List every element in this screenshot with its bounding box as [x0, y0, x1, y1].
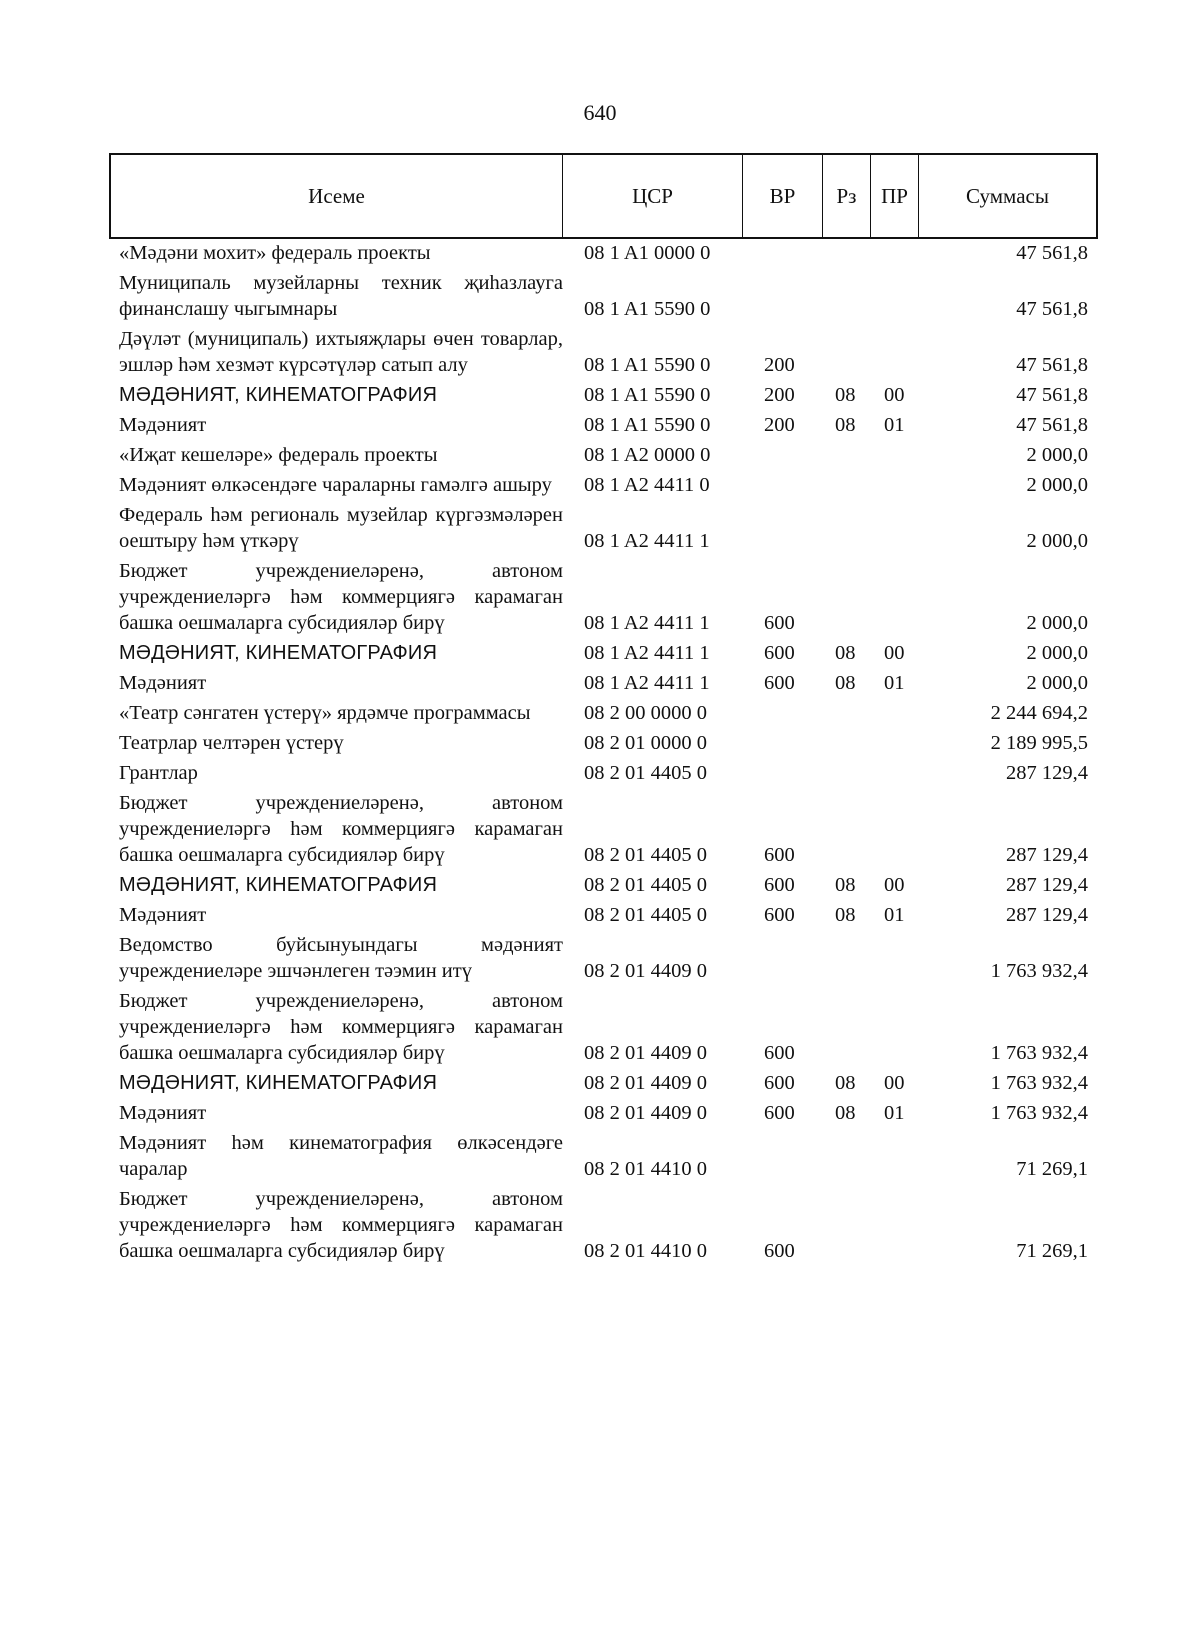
row-name: Муниципаль музейларны техник җиһазлауга финанслашу чыгымнары	[119, 272, 563, 320]
row-rz: 08	[835, 874, 856, 896]
row-vr: 600	[764, 612, 795, 634]
row-csr: 08 2 01 4410 0	[584, 1158, 707, 1180]
row-rz: 08	[835, 384, 856, 406]
row-csr: 08 2 01 4405 0	[584, 904, 707, 926]
row-sum: 2 189 995,5	[990, 732, 1088, 754]
row-name: Бюджет учреждениеләренә, автоном учреждениеләргә һәм коммерциягә карамаган башка оешмаларга субсидияләр бирү	[119, 990, 563, 1064]
row-csr: 08 1 A1 5590 0	[584, 414, 711, 436]
row-sum: 1 763 932,4	[990, 1102, 1088, 1124]
header-pr: ПР	[871, 155, 919, 237]
row-sum: 287 129,4	[1006, 874, 1088, 896]
row-sum: 47 561,8	[1016, 384, 1088, 406]
table-row	[109, 1070, 1098, 1096]
row-csr: 08 1 A2 4411 0	[584, 474, 710, 496]
row-sum: 2 000,0	[1026, 444, 1088, 466]
row-csr: 08 2 00 0000 0	[584, 702, 707, 724]
row-name: Мәдәният	[119, 904, 207, 926]
row-csr: 08 2 01 4405 0	[584, 762, 707, 784]
row-rz: 08	[835, 414, 856, 436]
row-sum: 2 000,0	[1026, 612, 1088, 634]
row-vr: 200	[764, 354, 795, 376]
row-csr: 08 1 A2 0000 0	[584, 444, 711, 466]
row-rz: 08	[835, 672, 856, 694]
row-vr: 600	[764, 844, 795, 866]
row-csr: 08 2 01 4409 0	[584, 1042, 707, 1064]
table-row	[109, 988, 1098, 1066]
table-row	[109, 790, 1098, 868]
row-sum: 71 269,1	[1016, 1240, 1088, 1262]
row-rz: 08	[835, 642, 856, 664]
row-vr: 200	[764, 414, 795, 436]
row-pr: 00	[884, 1072, 905, 1094]
row-name: «Мәдәни мохит» федераль проекты	[119, 242, 431, 264]
row-csr: 08 1 A1 0000 0	[584, 242, 711, 264]
table-row	[109, 472, 1098, 498]
row-name: МӘДӘНИЯТ, КИНЕМАТОГРАФИЯ	[119, 642, 438, 664]
row-vr: 600	[764, 642, 795, 664]
row-csr: 08 2 01 4409 0	[584, 1102, 707, 1124]
table-row	[109, 760, 1098, 786]
row-csr: 08 1 A2 4411 1	[584, 530, 710, 552]
row-name: МӘДӘНИЯТ, КИНЕМАТОГРАФИЯ	[119, 384, 438, 406]
table-row	[109, 326, 1098, 378]
table-row	[109, 640, 1098, 666]
row-sum: 2 244 694,2	[990, 702, 1088, 724]
row-sum: 47 561,8	[1016, 298, 1088, 320]
table-row	[109, 932, 1098, 984]
row-name: Бюджет учреждениеләренә, автоном учреждениеләргә һәм коммерциягә карамаган башка оешмаларга субсидияләр бирү	[119, 792, 563, 866]
row-pr: 00	[884, 384, 905, 406]
table-row	[109, 240, 1098, 266]
header-csr: ЦСР	[563, 155, 743, 237]
table-row	[109, 382, 1098, 408]
row-sum: 2 000,0	[1026, 672, 1088, 694]
row-name: Театрлар челтәрен үстерү	[119, 732, 344, 754]
table-row	[109, 442, 1098, 468]
row-pr: 00	[884, 874, 905, 896]
row-sum: 47 561,8	[1016, 354, 1088, 376]
row-sum: 47 561,8	[1016, 414, 1088, 436]
page-number: 640	[583, 100, 617, 125]
row-csr: 08 2 01 4410 0	[584, 1240, 707, 1262]
row-vr: 600	[764, 1072, 795, 1094]
table-row	[109, 1130, 1098, 1182]
row-name: Мәдәният	[119, 414, 207, 436]
row-name: Мәдәният	[119, 672, 207, 694]
row-name: «Театр сәнгатен үстерү» ярдәмче программасы	[119, 702, 531, 724]
row-csr: 08 1 A1 5590 0	[584, 298, 711, 320]
row-csr: 08 1 A1 5590 0	[584, 384, 711, 406]
row-rz: 08	[835, 1072, 856, 1094]
table-row	[109, 558, 1098, 636]
row-name: «Иҗат кешеләре» федераль проекты	[119, 444, 438, 466]
row-csr: 08 2 01 4409 0	[584, 960, 707, 982]
row-rz: 08	[835, 1102, 856, 1124]
row-pr: 01	[884, 1102, 905, 1124]
row-pr: 01	[884, 904, 905, 926]
table-row	[109, 700, 1098, 726]
row-csr: 08 1 A1 5590 0	[584, 354, 711, 376]
row-csr: 08 1 A2 4411 1	[584, 612, 710, 634]
row-csr: 08 2 01 4405 0	[584, 844, 707, 866]
row-vr: 600	[764, 1240, 795, 1262]
row-name: Дәүләт (муниципаль) ихтыяҗлары өчен товарлар, эшләр һәм хезмәт күрсәтүләр сатып алу	[119, 328, 563, 376]
row-name: МӘДӘНИЯТ, КИНЕМАТОГРАФИЯ	[119, 874, 438, 896]
row-sum: 1 763 932,4	[990, 960, 1088, 982]
row-name: Мәдәният һәм кинематография өлкәсендәге чаралар	[119, 1132, 563, 1180]
row-name: Федераль һәм региональ музейлар күргәзмәләрен оештыру һәм үткәрү	[119, 504, 563, 552]
table-row	[109, 872, 1098, 898]
row-vr: 600	[764, 904, 795, 926]
row-name: Грантлар	[119, 762, 198, 784]
header-name: Исеме	[111, 155, 563, 237]
row-vr: 600	[764, 874, 795, 896]
table-row	[109, 270, 1098, 322]
table-row	[109, 502, 1098, 554]
header-rz: Рз	[823, 155, 871, 237]
row-sum: 287 129,4	[1006, 904, 1088, 926]
header-sum: Суммасы	[966, 183, 1049, 208]
row-csr: 08 2 01 4409 0	[584, 1072, 707, 1094]
row-vr: 200	[764, 384, 795, 406]
row-sum: 2 000,0	[1026, 642, 1088, 664]
row-name: МӘДӘНИЯТ, КИНЕМАТОГРАФИЯ	[119, 1072, 438, 1094]
row-sum: 287 129,4	[1006, 762, 1088, 784]
table-row	[109, 1186, 1098, 1264]
row-csr: 08 2 01 0000 0	[584, 732, 707, 754]
row-sum: 1 763 932,4	[990, 1042, 1088, 1064]
row-rz: 08	[835, 904, 856, 926]
row-sum: 47 561,8	[1016, 242, 1088, 264]
row-vr: 600	[764, 1102, 795, 1124]
header-vr: ВР	[743, 155, 823, 237]
row-csr: 08 1 A2 4411 1	[584, 672, 710, 694]
row-name: Бюджет учреждениеләренә, автоном учреждениеләргә һәм коммерциягә карамаган башка оешмаларга субсидияләр бирү	[119, 1188, 563, 1262]
table-row	[109, 412, 1098, 438]
row-pr: 01	[884, 414, 905, 436]
row-csr: 08 1 A2 4411 1	[584, 642, 710, 664]
table-row	[109, 730, 1098, 756]
budget-table-body	[109, 240, 1098, 1264]
row-sum: 71 269,1	[1016, 1158, 1088, 1180]
row-name: Ведомство буйсынуындагы мәдәният учреждениеләре эшчәнлеген тәэмин итү	[119, 934, 563, 982]
row-pr: 01	[884, 672, 905, 694]
row-vr: 600	[764, 1042, 795, 1064]
table-header	[109, 153, 1098, 239]
row-vr: 600	[764, 672, 795, 694]
row-csr: 08 2 01 4405 0	[584, 874, 707, 896]
row-name: Мәдәният өлкәсендәге чараларны гамәлгә ашыру	[119, 474, 552, 496]
row-pr: 00	[884, 642, 905, 664]
row-sum: 2 000,0	[1026, 474, 1088, 496]
table-row	[109, 1100, 1098, 1126]
row-name: Бюджет учреждениеләренә, автоном учреждениеләргә һәм коммерциягә карамаган башка оешмаларга субсидияләр бирү	[119, 560, 563, 634]
row-name: Мәдәният	[119, 1102, 207, 1124]
row-sum: 2 000,0	[1026, 530, 1088, 552]
table-row	[109, 902, 1098, 928]
row-sum: 287 129,4	[1006, 844, 1088, 866]
table-row	[109, 670, 1098, 696]
row-sum: 1 763 932,4	[990, 1072, 1088, 1094]
